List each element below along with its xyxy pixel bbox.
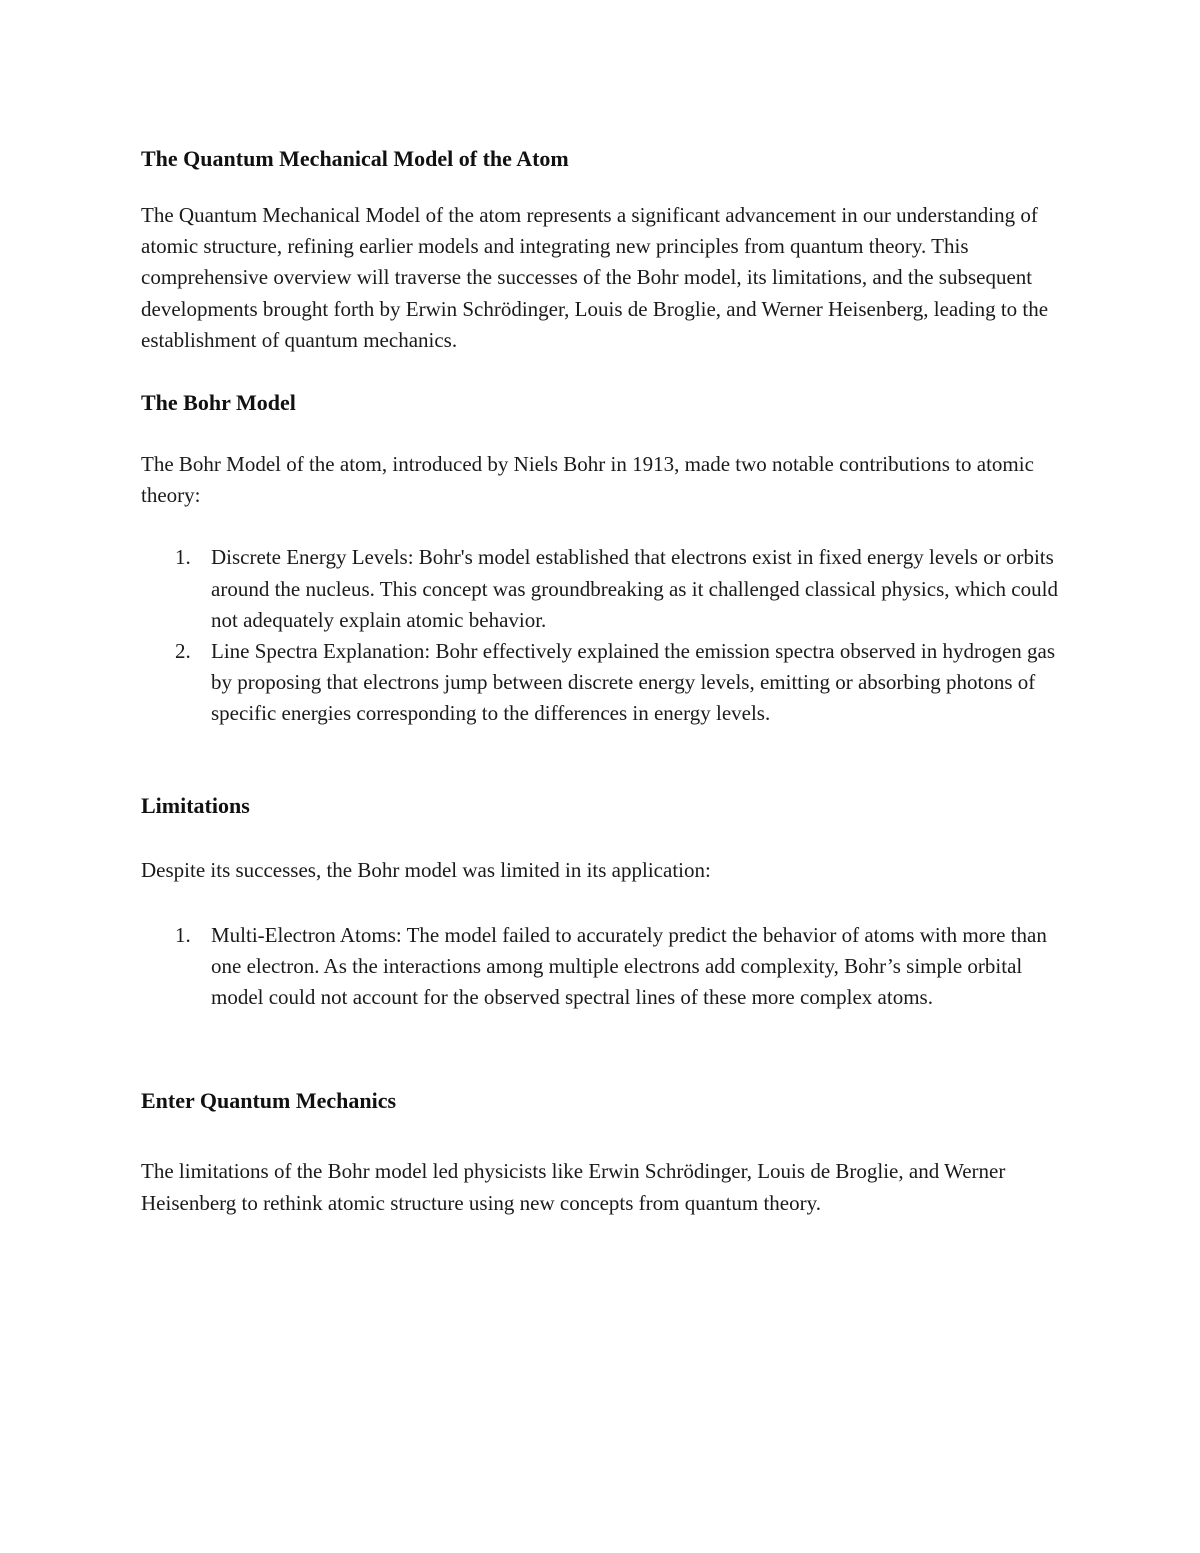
list-item bbox=[141, 542, 1061, 636]
document-page bbox=[141, 140, 1061, 1219]
list-item-text: Line Spectra Explanation: Bohr effectively explained the emission spectra observed in hydrogen gas by proposing that electrons jump between discrete energy levels, emitting or absorbing photons of specific energies corresponding to the differences in energy levels. bbox=[211, 639, 1056, 726]
list-item bbox=[141, 920, 1061, 1014]
bohr-model-paragraph: The Bohr Model of the atom, introduced by Niels Bohr in 1913, made two notable contributions to atomic theory: bbox=[141, 452, 1034, 508]
intro-paragraph: The Quantum Mechanical Model of the atom represents a significant advancement in our understanding of atomic structure, refining earlier models and integrating new principles from quantum theory. This comprehensive overview will traverse the successes of the Bohr model, its limitations, and the subsequent developments brought forth by Erwin Schrödinger, Louis de Broglie, and Werner Heisenberg, leading to the establishment of quantum mechanics. bbox=[141, 203, 1049, 352]
quantum-mechanics-heading: Enter Quantum Mechanics bbox=[141, 1088, 397, 1114]
list-item-text: Multi-Electron Atoms: The model failed to accurately predict the behavior of atoms with more than one electron. As the interactions among multiple electrons add complexity, Bohr’s simple orbital model could not account for the observed spectral lines of these more complex atoms. bbox=[211, 922, 1047, 1010]
list-item bbox=[141, 636, 1061, 730]
limitations-list bbox=[141, 920, 1061, 1014]
bohr-contributions-list bbox=[141, 542, 1061, 729]
list-item-number: 2. bbox=[175, 639, 191, 664]
document-title: The Quantum Mechanical Model of the Atom bbox=[141, 146, 569, 171]
list-item-number: 1. bbox=[175, 545, 191, 570]
limitations-heading: Limitations bbox=[141, 792, 250, 818]
quantum-mechanics-paragraph: The limitations of the Bohr model led physicists like Erwin Schrödinger, Louis de Broglie, and Werner Heisenberg to rethink atomic structure using new concepts from quantum theory. bbox=[141, 1159, 1006, 1215]
list-item-number: 1. bbox=[175, 922, 191, 947]
list-item-text: Discrete Energy Levels: Bohr's model established that electrons exist in fixed energy levels or orbits around the nucleus. This concept was groundbreaking as it challenged classical physics, which could not adequately explain atomic behavior. bbox=[211, 545, 1058, 632]
bohr-model-heading: The Bohr Model bbox=[141, 390, 296, 416]
limitations-paragraph: Despite its successes, the Bohr model was limited in its application: bbox=[141, 857, 711, 882]
